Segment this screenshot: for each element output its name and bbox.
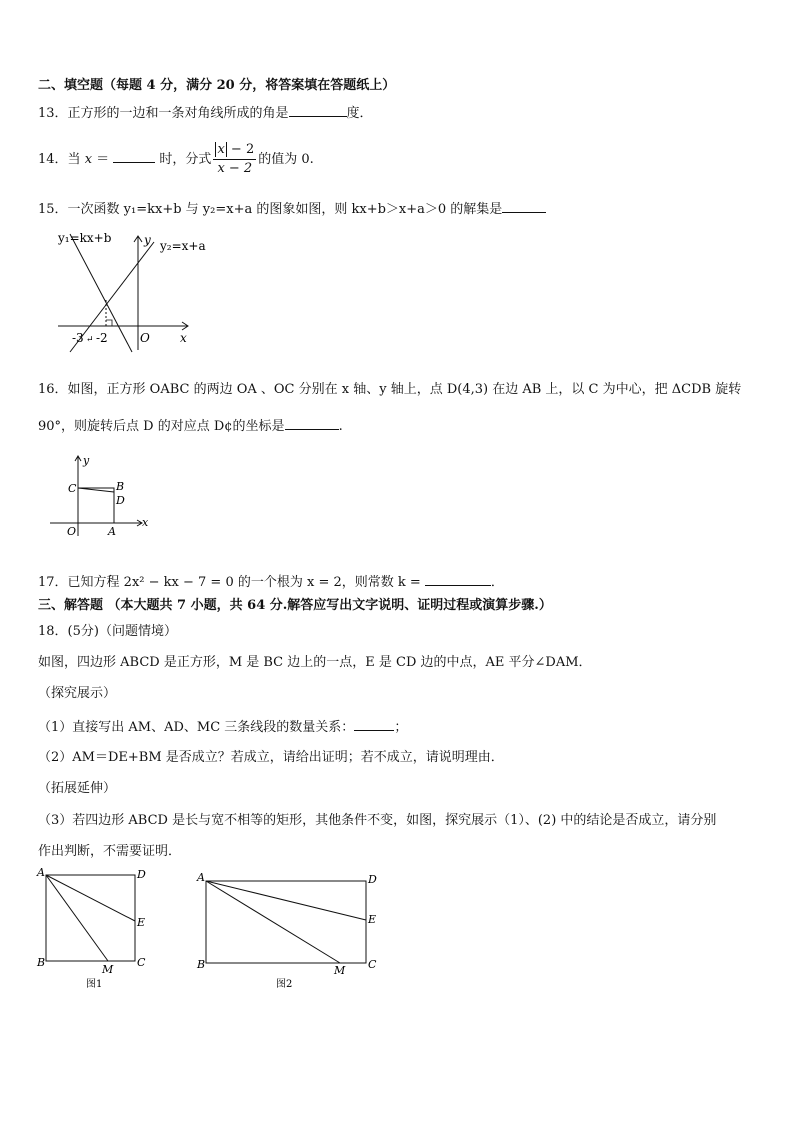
fig2-rectangle	[206, 881, 366, 963]
q15-label-x: x	[180, 331, 187, 345]
q17-answer-blank[interactable]	[425, 573, 491, 586]
q18-title: 18．(5分)（问题情境）	[38, 624, 177, 639]
q15-tick-m3: -3	[72, 331, 84, 345]
question-15	[38, 200, 546, 218]
q15-label-y2: y₂=x+a	[160, 239, 206, 253]
q18-extend: （拓展延伸）	[38, 781, 117, 796]
q18-figure-2	[194, 866, 384, 991]
q14-den: x − 2	[217, 161, 253, 176]
question-17	[38, 573, 504, 591]
fig1-segment-am	[46, 875, 108, 961]
q15-right-angle	[106, 320, 112, 326]
fig1-label-m: M	[102, 963, 114, 976]
q16-square	[78, 488, 114, 523]
fig2-label-d: D	[368, 873, 377, 886]
fig2-label-e: E	[368, 913, 377, 926]
fig1-segment-ae	[46, 875, 135, 921]
q18-part1	[38, 718, 407, 736]
section2-heading: 二、填空题（每题 4 分，满分 20 分，将答案填在答题纸上）	[38, 78, 396, 93]
fig1-label-c: C	[137, 956, 146, 969]
fig2-label-b: B	[197, 958, 206, 971]
q14-num-abs: x	[217, 142, 225, 157]
q18-part3-line1: （3）若四边形 ABCD 是长与宽不相等的矩形，其他条件不变，如图，探究展示（1）、(2) 中的结论是否成立，请分别	[38, 813, 717, 828]
q14-fraction	[213, 141, 256, 178]
q14-num-rest: − 2	[230, 142, 255, 157]
q18-part2: （2）AM＝DE+BM 是否成立？若成立，请给出证明；若不成立，请说明理由．	[38, 750, 504, 765]
q15-label-y: y	[144, 233, 151, 247]
q14-text-c: 的值为 0.	[258, 152, 314, 167]
q18-part3-line2: 作出判断，不需要证明．	[38, 844, 182, 859]
q16-label-d: D	[116, 494, 125, 507]
q16-label-c: C	[68, 482, 77, 495]
q16-label-b: B	[116, 480, 125, 493]
q13-answer-blank[interactable]	[289, 104, 347, 117]
fig2-label-a: A	[197, 871, 205, 884]
q15-label-y1: y₁=kx+b	[58, 231, 112, 245]
q18-p1-text: （1）直接写出 AM、AD、MC 三条线段的数量关系：	[38, 720, 355, 735]
q16-label-a: A	[108, 525, 116, 538]
fig2-segment-ae	[206, 881, 366, 920]
question-16-line2	[38, 417, 343, 435]
q16-text-b: 90°，则旋转后点 D 的对应点 D¢的坐标是	[38, 419, 285, 434]
q13-suffix: 度．	[346, 106, 373, 121]
q16-label-o: O	[67, 525, 77, 538]
fig1-label-a: A	[37, 866, 45, 879]
q14-text-b: 时，分式	[155, 152, 212, 167]
question-14	[38, 140, 314, 180]
q17-text: 17．已知方程 2x² − kx − 7 = 0 的一个根为 x = 2，则常数 k =	[38, 575, 421, 590]
fig2-segment-am	[206, 881, 340, 963]
q18-p1-suffix: ；	[394, 720, 408, 735]
q15-graph	[50, 228, 206, 353]
q15-label-o: O	[140, 331, 150, 345]
section3-heading: 三、解答题 （本大题共 7 小题，共 64 分.解答应写出文字说明、证明过程或演算步骤.）	[38, 598, 552, 613]
q15-return-mark: ↵	[86, 335, 94, 345]
q16-segment-cd	[78, 488, 114, 492]
q14-answer-blank[interactable]	[113, 150, 155, 163]
fig1-label-e: E	[137, 916, 146, 929]
q14-var: x	[84, 152, 93, 167]
fig1-label-b: B	[37, 956, 46, 969]
q18-intro: 如图，四边形 ABCD 是正方形，M 是 BC 边上的一点，E 是 CD 边的中点，AE 平分∠DAM．	[38, 655, 592, 670]
q16-label-y: y	[83, 454, 90, 467]
q16-text-c: .	[338, 419, 343, 434]
q18-explore: （探究展示）	[38, 686, 117, 701]
fig1-square	[46, 875, 135, 961]
q15-answer-blank[interactable]	[502, 200, 546, 213]
q15-tick-m2: -2	[96, 331, 108, 345]
q14-text-a: 14．当	[38, 152, 85, 167]
q16-answer-blank[interactable]	[285, 417, 339, 430]
fig2-caption: 图2	[276, 979, 293, 990]
q18-figure-1	[36, 866, 156, 991]
q17-suffix: ．	[490, 575, 504, 590]
fig1-caption: 图1	[86, 979, 103, 990]
q18-p1-blank[interactable]	[354, 718, 394, 731]
question-13	[38, 104, 373, 122]
q13-text: 13．正方形的一边和一条对角线所成的角是	[38, 106, 289, 121]
fig1-label-d: D	[137, 868, 146, 881]
fig2-label-c: C	[368, 958, 377, 971]
fig2-label-m: M	[334, 964, 346, 977]
q16-label-x: x	[142, 516, 149, 529]
q15-text: 15．一次函数 y₁=kx+b 与 y₂=x+a 的图象如图，则 kx+b＞x+a＞0 的解集是	[38, 202, 503, 217]
q14-eq: ＝	[92, 152, 114, 167]
q16-figure	[50, 452, 160, 542]
question-16-line1: 16．如图，正方形 OABC 的两边 OA 、OC 分别在 x 轴、y 轴上，点 D(4,3) 在边 AB 上，以 C 为中心，把 ΔCDB 旋转	[38, 382, 742, 397]
